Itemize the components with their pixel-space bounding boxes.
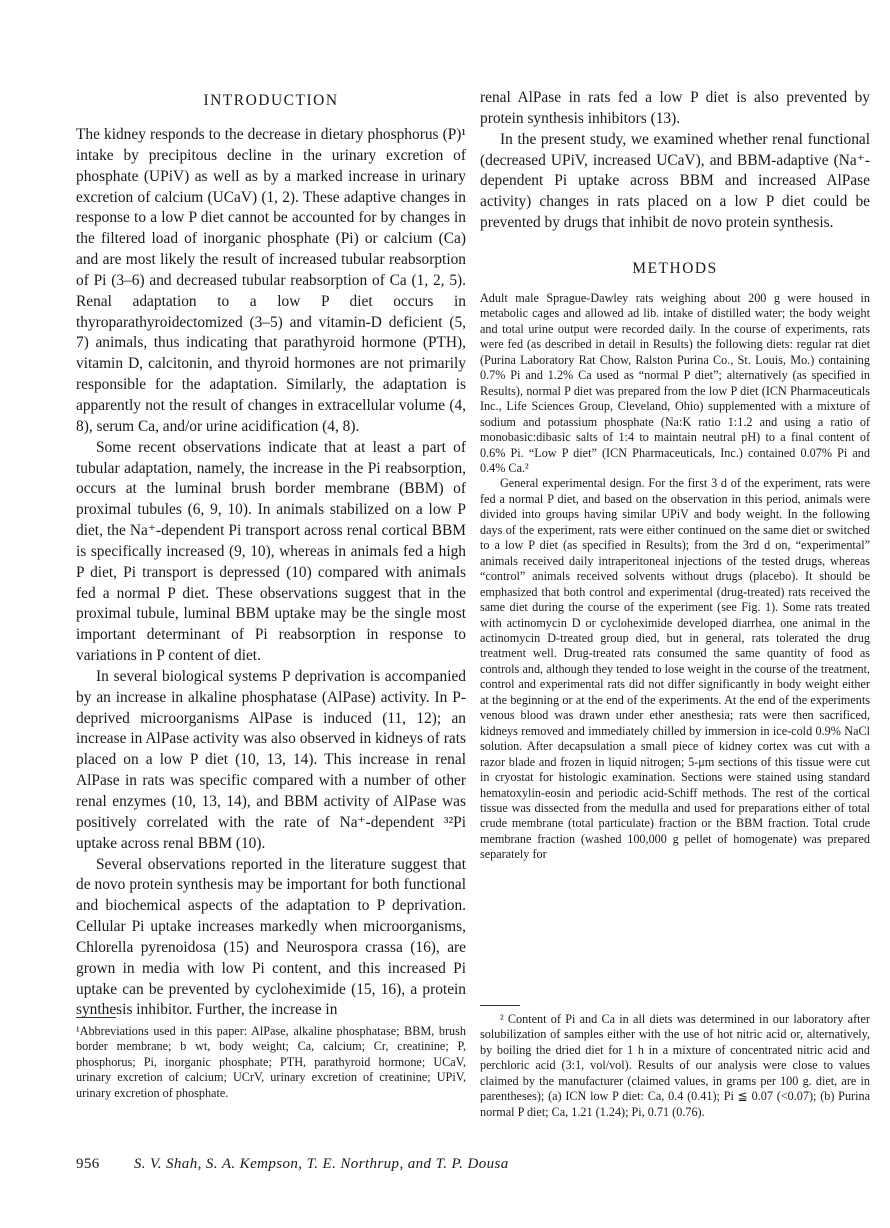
study-aim-paragraph: In the present study, we examined whether renal functional (decreased UPiV, increased UCaV), and BBM-adaptive (Na⁺-dependent Pi uptake across BBM and increased AlPase activity) changes in rats placed on a low P diet could be prevented by drugs that inhibit de novo protein synthesis. xyxy=(480,130,870,232)
footnote-1 xyxy=(76,1024,466,1101)
methods-heading: METHODS xyxy=(632,260,718,277)
intro-continuation xyxy=(480,88,870,234)
footnote-rule xyxy=(480,1005,520,1006)
methods-paragraph-1: Adult male Sprague-Dawley rats weighing about 200 g were housed in metabolic cages and allowed ad lib. intake of distilled water; the body weight and total urine output were recorded daily. In the course of experiments, rats were fed (as described in detail in Results) the following diets: regular rat diet (Purina Laboratory Rat Chow, Ralston Purina Co., St. Louis, Mo.) containing 0.7% Pi and 1.2% Ca used as “normal P diet”; alternatively (as specified in Results), normal P diet was prepared from the low P diet (ICN Pharmaceuticals Inc., Life Sciences Group, Cleveland, Ohio) supplemented with a mixture of sodium and potassium phosphate (Na:K ratio 1:1.2 and using a ratio of monobasic:dibasic salts of 1:4 to maintain neutral pH) to a final content of 0.6% Pi. “Low P diet” (ICN Pharmaceuticals, Inc.) contained 0.07% Pi and 0.4% Ca.² xyxy=(480,291,870,475)
footnote-1-text: ¹Abbreviations used in this paper: AlPase, alkaline phosphatase; BBM, brush border membrane; b wt, body weight; Ca, calcium; Cr, creatinine; P, phosphorus; Pi, inorganic phosphate; PTH, parathyroid hormone; UCaV, urinary excretion of calcium; UCrV, urinary excretion of creatinine; UPiV, urinary excretion of phosphate. xyxy=(76,1024,466,1100)
page-number: 956 xyxy=(76,1156,100,1172)
intro-paragraph-4: Several observations reported in the literature suggest that de novo protein synthesis may be important for both functional and biochemical aspects of the adaptation to P deprivation. Cellular Pi uptake increases markedly when microorganisms, Chlorella pyrenoidosa (15) and Neurospora crassa (16), are grown in media with low Pi content, and this increased Pi uptake can be prevented by cycloheximide (15, 16), a protein synthesis inhibitor. Further, the increase in xyxy=(76,855,466,1019)
introduction-body xyxy=(76,125,466,1021)
intro-paragraph-3: In several biological systems P deprivation is accompanied by an increase in alkaline phosphatase (AlPase) activity. In P-deprived microorganisms AlPase is induced (11, 12); an increase in AlPase activity was also observed in kidneys of rats placed on a low P diet (10, 13, 14). This increase in renal AlPase in rats was specific compared with a number of other renal enzymes (10, 13, 14), and BBM activity of AlPase was positively correlated with the rate of Na⁺-dependent ³²Pi uptake across renal BBM (10). xyxy=(76,667,466,852)
page-footer xyxy=(76,1156,876,1173)
intro-paragraph-2: Some recent observations indicate that at least a part of tubular adaptation, namely, the increase in the Pi reabsorption, occurs at the luminal brush border membrane (BBM) of proximal tubules (6, 9, 10). In animals stabilized on a low P diet, the Na⁺-dependent Pi transport across renal cortical BBM is specifically increased (9, 10), whereas in animals fed a high P diet, Pi transport is depressed (10) compared with animals fed a normal P diet. These observations suggest that in the proximal tubule, luminal BBM uptake may be the single most important determinant of Pi reabsorption in response to variations in P content of diet. xyxy=(76,438,466,665)
introduction-heading: INTRODUCTION xyxy=(203,92,339,109)
methods-paragraph-2: General experimental design. For the first 3 d of the experiment, rats were fed a normal P diet, and based on the observation in this period, animals were divided into groups having similar UPiV and body weight. In the following days of the experiment, rats were either continued on the same diet or switched to a low P diet (as specified in Results); from the 3rd d on, “experimental” animals received daily intraperitoneal injections of the tested drugs, whereas “control” animals received solvents without drugs (placebo). It should be emphasized that both control and experimental (drug-treated) rats received the same diet during the course of the experiment (see Fig. 1). Some rats treated with actinomycin D or cycloheximide developed diarrhea, one animal in the actinomycin D-treated group died, but in general, rats tolerated the drug treatment well. Drug-treated rats consumed the same quantity of food as controls and, although they tended to lose weight in the course of the treatment, control and experimental rats did not differ significantly in body weight either at the beginning or at the end of the experiments. At the end of the experiments venous blood was drawn under ether anesthesia; rats were then sacrificed, kidneys removed and immediately chilled by immersion in ice-cold 0.9% NaCl solution. After decapsulation a small piece of kidney cortex was cut with a razor blade and frozen in liquid nitrogen; 5-μm sections of this tissue were cut in cryostat for histologic examination. Sections were stained using standard hematoxylin-eosin and periodic acid-Schiff methods. The rest of the cortical tissue was dissected from the medulla and used for preparations either of total crude membrane (total particulate) fraction or the BBM fraction. Total crude membrane fraction (washed 100,000 g pellet of homogenate) was prepared separately for xyxy=(480,476,870,862)
footnote-2 xyxy=(480,1012,870,1120)
footnote-rule xyxy=(76,1017,116,1018)
methods-body xyxy=(480,291,870,863)
intro-paragraph-1: The kidney responds to the decrease in dietary phosphorus (P)¹ intake by precipitous decline in the urinary excretion of phosphate (UPiV) as well as by a marked increase in urinary excretion of calcium (UCaV) (1, 2). These adaptive changes in response to a low P diet cannot be accounted for by changes in the filtered load of inorganic phosphate (Pi) or calcium (Ca) and are most likely the result of increased tubular reabsorption of Pi (3–6) and decreased tubular reabsorption of Ca (1, 2, 5). Renal adaptation to a low P diet occurs in thyroparathyroidectomized (3–5) and vitamin-D deficient (5, 7) animals, thus indicating that parathyroid hormone (PTH), vitamin D, calcitonin, and thyroid hormones are not primarily responsible for the adaptation. Similarly, the adaptation is apparently not the result of changes in extracellular volume (4, 8), serum Ca, and/or urine acidification (4, 8). xyxy=(76,126,466,435)
continuation-paragraph: renal AlPase in rats fed a low P diet is also prevented by protein synthesis inhibitors (13). xyxy=(480,89,870,127)
footnote-2-text: ² Content of Pi and Ca in all diets was determined in our laboratory after solubilization of samples either with the use of hot nitric acid or, alternatively, by boiling the dried diet for 1 h in a mixture of concentrated nitric acid and perchloric acid (3:1, vol/vol). Results of our analysis were close to values claimed by the manufacturer (claimed values, in grams per 100 g. diet, are in parentheses); (a) ICN low P diet: Ca, 0.4 (0.41); Pi ≦ 0.07 (<0.07); (b) Purina normal P diet; Ca, 1.21 (1.24); Pi, 0.71 (0.76). xyxy=(480,1012,870,1119)
running-authors: S. V. Shah, S. A. Kempson, T. E. Northrup, and T. P. Dousa xyxy=(133,1156,509,1172)
